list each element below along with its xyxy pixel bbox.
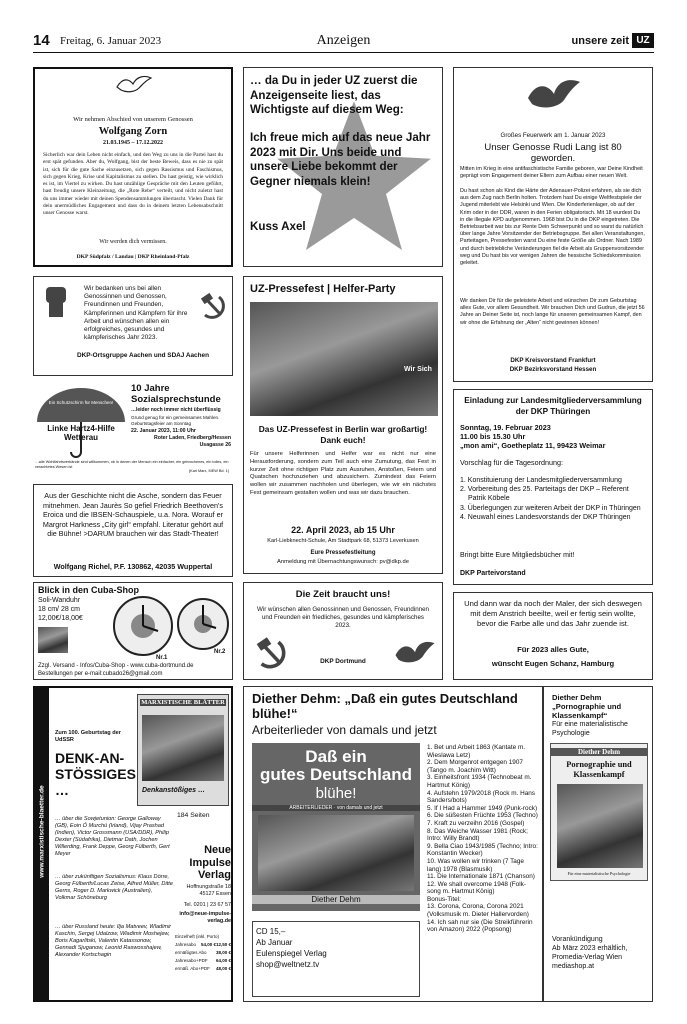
- umbrella-mid-text: Linke Hartz4-Hilfe Wetterau: [47, 424, 115, 442]
- book-cover-subtitle: Für eine materialistische Psychologie: [567, 871, 631, 876]
- sozial-when: 22. Januar 2023, 11:00 Uhr: [131, 428, 196, 434]
- dehm-price-3: Eulenspiegel Verlag: [256, 949, 327, 958]
- agenda-item: 1. Konstituierung der Landesmitgliederversammlung: [460, 477, 622, 484]
- price-row: Einzelheft (inkl. Porto) 12,50 €: [175, 934, 231, 947]
- book-cover-title: Pornographie und Klassenkampf: [566, 760, 632, 779]
- dehm-price-2: Ab Januar: [256, 938, 293, 947]
- dehm-cover-line-2: gutes Deutschland: [259, 765, 413, 784]
- pressefest-ad: [243, 276, 443, 574]
- dehm-cover-line-3: blühe!: [315, 785, 357, 802]
- dehm-cd-cover: [252, 743, 420, 911]
- dortmund-text: Wir wünschen allen Genossinnen und Genossen, Freundinnen und Freunden ein friedliches, gesundes und kämpferisches 2023.: [257, 606, 429, 629]
- blaetter-cover-title: MARXISTISCHE BLÄTTER: [141, 699, 225, 706]
- dehm-price-4: shop@weltnetz.tv: [256, 960, 320, 969]
- header-rule: [33, 52, 654, 53]
- maler-wish: Für 2023 alles Gute,: [517, 645, 589, 654]
- rudi-title: Unser Genosse Rudi Lang ist 80 geworden.: [484, 142, 622, 164]
- richel-ad: [33, 484, 233, 577]
- clock-icon: [112, 595, 174, 657]
- rudi-signature-1: DKP Kreisvorstand Frankfurt: [510, 357, 596, 364]
- hammer-sickle-icon: [252, 635, 288, 671]
- cuba-contact-1: Zzgl. Versand - Infos/Cuba-Shop - www.cuba-dortmund.de: [38, 663, 194, 669]
- brand-name: unsere zeit: [571, 35, 629, 47]
- list-item: 13. Corona, Corona, Corona 2021 (Volksmusik m. Dieter Hallervorden): [427, 903, 529, 919]
- uz-logo: UZ: [632, 33, 654, 48]
- list-item: 8. Das Weiche Wasser 1981 (Rock; Intro: Willy Brandt): [427, 827, 528, 843]
- blaetter-cover: [137, 694, 229, 806]
- rudi-signature-2: DKP Bezirksvorstand Hessen: [509, 366, 597, 373]
- dehm-cover-name: Diether Dehm: [252, 895, 420, 904]
- blaetter-pages: 184 Seiten: [177, 812, 210, 819]
- book-title: „Pornographie und Klassenkampf“: [552, 702, 622, 720]
- obituary-intro: Wir nehmen Abschied von unserem Genossen: [73, 116, 193, 123]
- list-item: Bonus-Titel:: [427, 895, 461, 903]
- book-note-4: mediashop.at: [552, 963, 595, 970]
- book-note-2: Ab März 2023 erhältlich,: [552, 945, 628, 952]
- book-cover-image: [557, 784, 643, 868]
- richel-signature: Wolfgang Richel, P.F. 130862, 42035 Wuppertal: [53, 562, 213, 571]
- umbrella-top-text: Ein Schutzschirm für Menschen!: [48, 400, 114, 405]
- list-item: 3. Einheitsfront 1934 (Technobeat m. Hartmut König): [427, 774, 532, 789]
- cuba-label-2: Nr.2: [214, 649, 226, 655]
- dove-icon: [115, 75, 153, 95]
- dove-icon: [526, 78, 582, 112]
- sozial-title: 10 Jahre Sozialsprechstunde: [131, 383, 221, 405]
- obituary-signature: DKP Südpfalz / Landau | DKP Rheinland-Pfalz: [76, 254, 190, 260]
- hammer-sickle-icon: [197, 291, 227, 321]
- maler-text: Und dann war da noch der Maler, der sich deswegen mit dem Anstrich beeilte, weil er fertig sein wollte, bevor die Farbe alle und das Jahr zuende ist.: [464, 599, 642, 628]
- dortmund-title: Die Zeit braucht uns!: [295, 589, 391, 600]
- dehm-price-1: CD 15,–: [256, 927, 286, 936]
- aachen-greeting-ad: [33, 276, 233, 376]
- list-item: 7. Kraft zu verzeihn 2016 (Gospel): [427, 819, 525, 827]
- sozial-subtitle: …leider noch immer nicht überflüssig: [131, 407, 221, 413]
- pressefest-org: Eure Pressefestleitung: [310, 550, 376, 556]
- cuba-size: 18 cm/ 28 cm: [38, 606, 81, 613]
- price-row: Jahresabo 54,00 €: [175, 942, 216, 947]
- axel-signature: Kuss Axel: [250, 220, 306, 233]
- dehm-subtitle: Arbeiterlieder von damals und jetzt: [252, 723, 437, 737]
- axel-greeting-ad: [243, 67, 443, 267]
- blaetter-section-2: … über zukünftigen Sozialismus: Klaus Dörre, Georg Fülberth/Lucas Zeise, Alfred Müller, Ditte Gerns, Roger D. Markwick (Australien), Volkmar Schöneburg: [55, 874, 173, 901]
- pressefest-body: Für unsere Helferinnen und Helfer war es nicht nur eine Herausforderung, sondern zum Teil auch eine Zumutung, das Fest in kurzer Zeit ohne richtigen Platz zum Ausruhen, Anstoßen, Feiern und Quatschen hochzuziehen und abzusichern. Zumindest das Feiern wollen wir zusammen nachholen und überlegen, wie wir ein nächstes Fest gemeinsam gestalten wollen und was wir dazu brauchen.: [250, 451, 436, 496]
- book-note-1: Vorankündigung: [552, 936, 603, 943]
- pressefest-headline: Das UZ-Pressefest in Berlin war großartig! Dank euch!: [258, 424, 428, 445]
- cuba-portrait-image: [38, 627, 68, 653]
- dehm-cover-photo: [258, 815, 414, 891]
- agenda-item: 3. Überlegungen zur weiteren Arbeit der DKP in Thüringen: [460, 504, 641, 512]
- rudi-paragraph-2: Du hast schon als Kind die Härte der Adenauer-Polizei erfahren, als sie dich aus dem Zug nach Berlin holten. Trotzdem hast Du einige Weltfestspiele der Jugend miterlebt wie Helsinki und Wien. Die Kinderferienlager, ob auf der Krim oder in der DDR, waren in den Ferien obligatorisch. Mit 18 wurdest Du in die illegale KPD aufgenommen. 1968 bist Du in die DKP eingetreten. Die Betriebsarbeit war bis zur Rente Dein Schwerpunkt und so warst du natürlich über lange Jahre Vorsitzender der Betriebsgruppe. Bei allen Veranstaltungen, Parteitagen, Pressefesten warst Du eine feste Größe als Ordner. Nach 1989 und durch betriebliche Veränderungen fiel die Arbeit als Gruppenvorsitzender weg und Du hast bis vor wenigen Jahren die hessische Schiedskommission geleitet.: [460, 188, 645, 267]
- list-item: 5. If I Had a Hammer 1949 (Punk-rock): [427, 804, 538, 812]
- rudi-paragraph-3: Wir danken Dir für die geleistete Arbeit und wünschen Dir zum Geburtstag alles Gute, vor allem Gesundheit. Wir brauchen Dich und Gudrun, die jetzt 56 Jahre an Deiner Seite ist, noch lange für unseren gemeinsamen Kampf, den wir ohne die Erfahrung der „Alten“ nicht gewinnen können!: [460, 298, 645, 326]
- blaetter-section-3: … über Russland heute: Ilja Matveev, Wladimir Kaschin, Sergej Udalzow, Wladimir Moshejew, Boris Kagarlitski, Valentin Katassonow, Gennadi Sjuganow, Leonid Raswosshajew, Alexander Kortschagin: [55, 924, 172, 958]
- list-item: 11. Die Internationale 1871 (Chanson): [427, 873, 535, 881]
- list-item: 1. Bet und Arbeit 1863 (Kantate m. Wieslawa Letz): [427, 744, 526, 759]
- book-cover: [550, 743, 648, 881]
- thueringen-where: „mon ami“, Goetheplatz 11, 99423 Weimar: [460, 441, 606, 450]
- pornographie-book-ad: [543, 686, 653, 1002]
- book-author: Diether Dehm: [552, 693, 602, 702]
- dortmund-ad: [243, 582, 443, 680]
- blaetter-tel: Tel. 0201 | 23 67 57: [183, 902, 231, 908]
- blaetter-title: DENK-AN-STÖSSIGES …: [55, 750, 136, 798]
- dehm-cover-band: ARBEITERLIEDER · von damals und jetzt: [252, 805, 420, 811]
- thueringen-lead: Vorschlag für die Tagesordnung:: [460, 458, 563, 467]
- fist-icon: [42, 285, 70, 319]
- clock-icon: [176, 597, 230, 651]
- pressefest-date: 22. April 2023, ab 15 Uhr: [291, 525, 395, 535]
- list-item: 14. Ich sah nur sie (Die Streikführerin von Amazon) 2022 (Popsong): [427, 918, 533, 934]
- obituary-dates: 21.03.1945 – 17.12.2022: [103, 140, 163, 146]
- aachen-signature: DKP-Ortsgruppe Aachen und SDAJ Aachen: [77, 352, 209, 359]
- cuba-label-1: Nr.1: [156, 655, 168, 661]
- blaetter-side-url: www.marxistische-blaetter.de: [38, 785, 46, 878]
- book-note-3: Promedia-Verlag Wien: [552, 954, 623, 961]
- agenda-item: 2. Vorbereitung des 25. Parteitags der DKP – Referent Patrik Köbele: [460, 486, 629, 503]
- pressefest-address: Karl-Liebknecht-Schule, Am Stadtpark 68, 51373 Leverkusen: [267, 538, 419, 544]
- cuba-product: Soli-Wanduhr: [38, 597, 81, 604]
- issue-date: Freitag, 6. Januar 2023: [60, 35, 162, 47]
- thueringen-signature: DKP Parteivorstand: [460, 570, 526, 577]
- dortmund-signature: DKP Dortmund: [320, 658, 366, 665]
- pressefest-note: Anmeldung mit Übernachtungswunsch: pv@dkp.de: [277, 559, 409, 565]
- list-item: 12. We shall overcome 1948 (Folk-song m. Hartmut König): [427, 880, 526, 896]
- cuba-contact-2: Bestellungen per e-mail:cubado26@gmail.com: [38, 671, 163, 677]
- song-list: [427, 744, 539, 934]
- umbrella-icon: [35, 386, 127, 460]
- cuba-price: 12,00€/18,00€: [38, 615, 83, 622]
- blaetter-price-table: [175, 933, 231, 973]
- agenda-item: 4. Neuwahl eines Landesvorstands der DKP Thüringen: [460, 513, 631, 521]
- thueringen-when-1: Sonntag, 19. Februar 2023: [460, 423, 551, 432]
- aachen-text: Wir bedanken uns bei allen Genossinnen und Genossen, Freundinnen und Freunden, Kämpferinnen und Kämpfern für ihre Arbeit und wünschen allen ein erfolgreiches, gesundes und kämpferisches Jahr 2023.: [84, 285, 188, 342]
- blaetter-address: Hoffnungstraße 18 45127 Essen: [186, 884, 231, 897]
- section-title: Anzeigen: [316, 33, 371, 48]
- sozial-footer-credit: (Karl Marx, MEW Bd. 1): [188, 469, 229, 473]
- maler-ad: [453, 592, 653, 680]
- obituary-ad: [33, 67, 233, 267]
- list-item: 9. Bella Ciao 1943/1985 (Techno; Intro: Konstantin Wecker): [427, 842, 538, 858]
- blaetter-section-1: … über die Sowjetunion: George Galloway (GB), Eoin Ó Murchú (Irland), Vijay Prashad (Indien), Victor Grossmann (USA/DDR), Philip Dexter (Südafrika), Dietmar Dath, Jochen Willerding, Frank Deppe, Georg Fülberth, Gert Meyer: [55, 816, 170, 857]
- rudi-paragraph-1: Mitten im Krieg in eine antifaschistische Familie geboren, war Deine Kindheit geprägt vom Engagement deiner Eltern zum Aufbau einer neuen Welt.: [460, 166, 643, 180]
- dehm-cd-ad: [243, 686, 543, 1002]
- price-row: ermäß. Abo+PDF 48,00 €: [175, 966, 231, 971]
- book-cover-author: Diether Dehm: [551, 748, 647, 756]
- pressefest-photo-sign: Wir Sich: [404, 366, 432, 373]
- sozial-footer: …alle Wohlfahrtsverbände sind willkommen, ob in denen der Mensch ein einfacher, ein gebrochenes, ein tolles, ein verachtetes Wesen ist: [35, 460, 229, 469]
- thueringen-when-2: 11.00 bis 15.30 Uhr: [460, 432, 526, 441]
- dehm-cover-line-1: Daß ein: [305, 747, 367, 766]
- cuba-title: Blick in den Cuba-Shop: [38, 585, 140, 595]
- obituary-closing: Wir werden dich vermissen.: [99, 239, 167, 245]
- blaetter-cover-image: [142, 715, 224, 781]
- maler-signature: wünscht Eugen Schanz, Hamburg: [491, 659, 615, 668]
- obituary-body: Sicherlich war dein Leben nicht einfach, und den Weg zu uns in die Partei hast du erst spät gefunden. Aber du, Wolfgang, bist der beste Beweis, dass es nie zu spät ist, sich für die gute Sache einzusetzen, sich gegen Rassismus und Faschismus, sich gegen Krieg, Krise und Kapitalismus zu stellen. Du hast geistig, wie wirklich es ist, im Viertel zu wirken. Du hast unzählige Gespräche mit den Leuten geführt, hast freudig unsere Kleinzeitung, die „Rote Rebe“ verteilt, und nicht zuletzt hast du uns immer wieder mit deinen Spendensammlungen überrascht. Vielen Dank für dein unermüdliches Engagement und dass du in deinem letzten Lebensabschnitt unser Genosse warst.: [43, 152, 223, 217]
- pressefest-title: UZ-Pressefest | Helfer-Party: [250, 283, 396, 295]
- blaetter-cover-subtitle: Denkanstößiges …: [142, 787, 206, 794]
- sozial-detail: Grund genug für ein gemeinsames Mahlen. Geburtstagsfeier am Sonntag: [131, 415, 220, 426]
- cuba-shop-ad: [33, 582, 233, 680]
- list-item: 2. Dem Morgenrot entgegen 1907 (Tango m. Joachim Witt): [427, 759, 523, 774]
- thueringen-ad: [453, 389, 653, 585]
- thueringen-agenda: [460, 476, 646, 522]
- dehm-title: Diether Dehm: „Daß ein gutes Deutschland blühe!“: [252, 691, 518, 721]
- thueringen-title: Einladung zur Landesmitgliederversammlung der DKP Thüringen: [464, 396, 642, 416]
- list-item: 10. Was wollen wir trinken (7 Tage lang) 1978 (Blasmusik): [427, 857, 524, 873]
- blaetter-email: info@neue-impulse-verlag.de: [179, 911, 231, 924]
- list-item: 6. Die süßesten Früchte 1953 (Techno): [427, 812, 538, 820]
- rudi-pretitle: Großes Feuerwerk am 1. Januar 2023: [500, 132, 606, 139]
- pressefest-photo: [250, 302, 438, 416]
- sozial-where: Roter Laden, Friedberg/Hessen Usagasse 26: [154, 435, 231, 448]
- book-subtitle: Für eine materialistische Psychologie: [552, 721, 628, 737]
- obituary-name: Wolfgang Zorn: [98, 126, 168, 137]
- richel-text: Aus der Geschichte nicht die Asche, sondern das Feuer mitnehmen. Jean Jaurès So gefiel Friedrich Beethoven's Eroica und die IBSEN-Schauspiele, u.a. Nora. Worauf er Margrot Harkness „City girl“ empfahl. Literatur gehört auf die Bühne! >DARUM brauchen wir das Stadt-Theater!: [42, 491, 224, 538]
- axel-message: Ich freue mich auf das neue Jahr 2023 mit Dir. Uns beide und unsere Liebe bekommt der Gegner niemals klein!: [250, 131, 431, 188]
- page-number: 14: [33, 32, 50, 49]
- sozialsprechstunde-ad: [33, 382, 233, 478]
- price-row: ermäßigtes Abo 38,00 €: [175, 950, 231, 955]
- blaetter-publisher: Neue Impulse Verlag: [189, 844, 231, 881]
- price-row: Jahresabo+PDF 64,00 €: [175, 958, 231, 963]
- blaetter-pretitle: Zum 100. Geburtstag der UdSSR: [55, 730, 121, 743]
- list-item: 4. Aufstehn 1979/2018 (Rock m. Hans Sanders/bots): [427, 789, 535, 805]
- thueringen-closing: Bringt bitte Eure Mitgliedsbücher mit!: [460, 552, 575, 559]
- page-header: [0, 0, 687, 56]
- rudi-birthday-ad: [453, 67, 653, 382]
- marxistische-blaetter-ad: [33, 686, 233, 1002]
- axel-headline: … da Du in jeder UZ zuerst die Anzeigenseite liest, das Wichtigste auf diesem Weg:: [250, 74, 418, 116]
